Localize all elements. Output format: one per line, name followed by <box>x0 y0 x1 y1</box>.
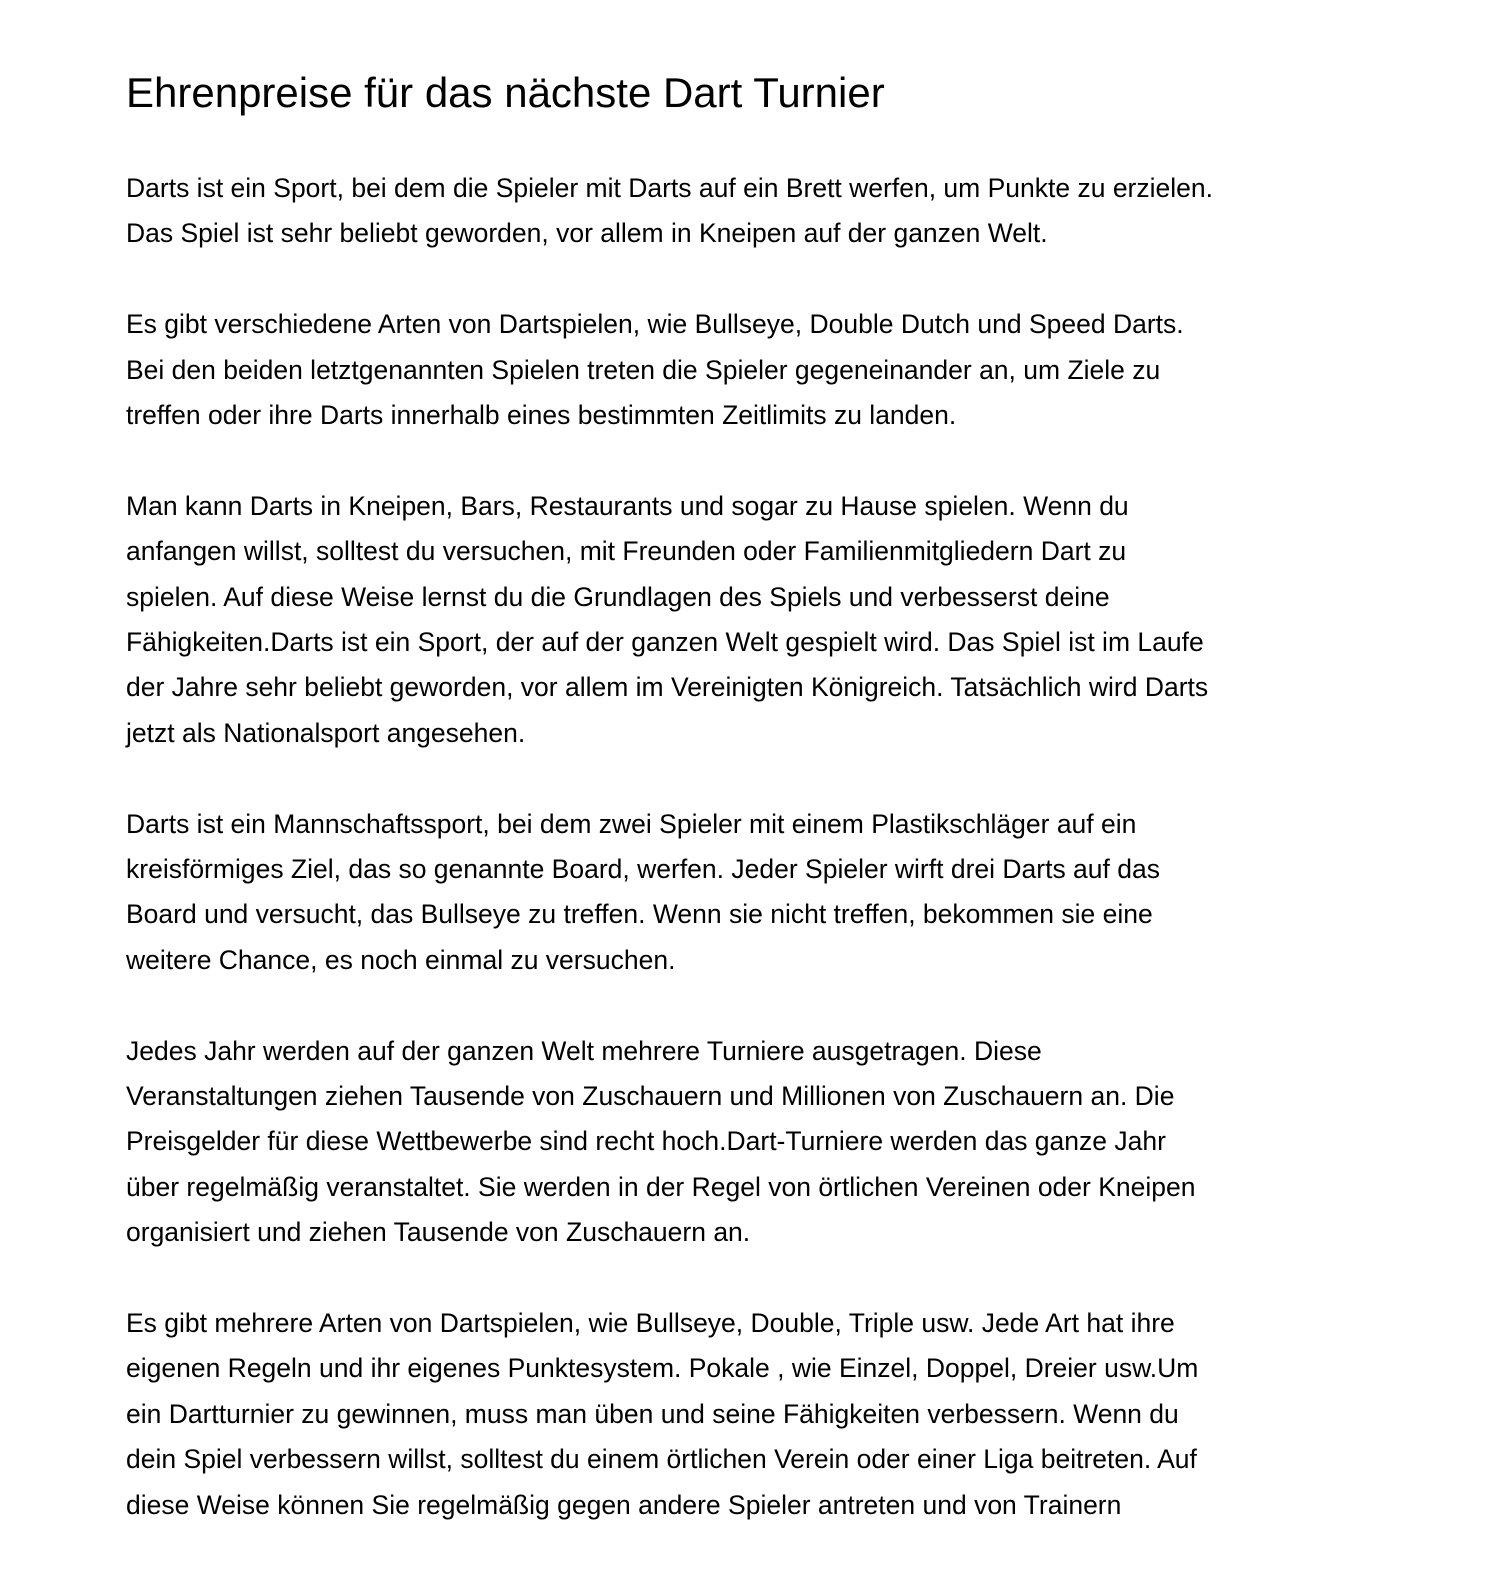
paragraph-trophies: Es gibt mehrere Arten von Dartspielen, wie Bullseye, Double, Triple usw. Jede Art hat ihre eigenen Regeln und ihr eigenes Punktesystem. Pokale , wie Einzel, Doppel, Dreier usw.Um ein Dartturnier zu gewinnen, muss man üben und seine Fähigkeiten verbessern. Wenn du dein Spiel verbessern willst, solltest du einem örtlichen Verein oder einer Liga beitreten. Auf diese Weise können Sie regelmäßig gegen andere Spieler antreten und von Trainern <box>126 1308 1199 1520</box>
paragraph-team-sport: Darts ist ein Mannschaftssport, bei dem zwei Spieler mit einem Plastikschläger auf ein kreisförmiges Ziel, das so genannte Board, werfen. Jeder Spieler wirft drei Darts auf das Board und versucht, das Bullseye zu treffen. Wenn sie nicht treffen, bekommen sie eine weitere Chance, es noch einmal zu versuchen. <box>126 808 1160 975</box>
document-page <box>126 66 1376 1574</box>
page-title: Ehrenpreise für das nächste Dart Turnier <box>126 69 885 116</box>
paragraph-game-types: Es gibt verschiedene Arten von Dartspielen, wie Bullseye, Double Dutch und Speed Darts. Bei den beiden letztgenannten Spielen treten die Spieler gegeneinander an, um Ziele zu treffen oder ihre Darts innerhalb eines bestimmten Zeitlimits zu landen. <box>126 309 1184 431</box>
paragraph-where-to-play: Man kann Darts in Kneipen, Bars, Restaurants und sogar zu Hause spielen. Wenn du anfangen willst, solltest du versuchen, mit Freunden oder Familienmitgliedern Dart zu spielen. Auf diese Weise lernst du die Grundlagen des Spiels und verbesserst deine Fähigkeiten.Darts ist ein Sport, der auf der ganzen Welt gespielt wird. Das Spiel ist im Laufe der Jahre sehr beliebt geworden, vor allem im Vereinigten Königreich. Tatsächlich wird Darts jetzt als Nationalsport angesehen. <box>126 490 1209 748</box>
paragraph-tournaments: Jedes Jahr werden auf der ganzen Welt mehrere Turniere ausgetragen. Diese Veranstaltungen ziehen Tausende von Zuschauern und Millionen von Zuschauern an. Die Preisgelder für diese Wettbewerbe sind recht hoch.Dart-Turniere werden das ganze Jahr über regelmäßig veranstaltet. Sie werden in der Regel von örtlichen Vereinen oder Kneipen organisiert und ziehen Tausende von Zuschauern an. <box>126 1035 1196 1248</box>
paragraph-intro: Darts ist ein Sport, bei dem die Spieler mit Darts auf ein Brett werfen, um Punkte zu erzielen. Das Spiel ist sehr beliebt geworden, vor allem in Kneipen auf der ganzen Welt. <box>126 173 1213 249</box>
